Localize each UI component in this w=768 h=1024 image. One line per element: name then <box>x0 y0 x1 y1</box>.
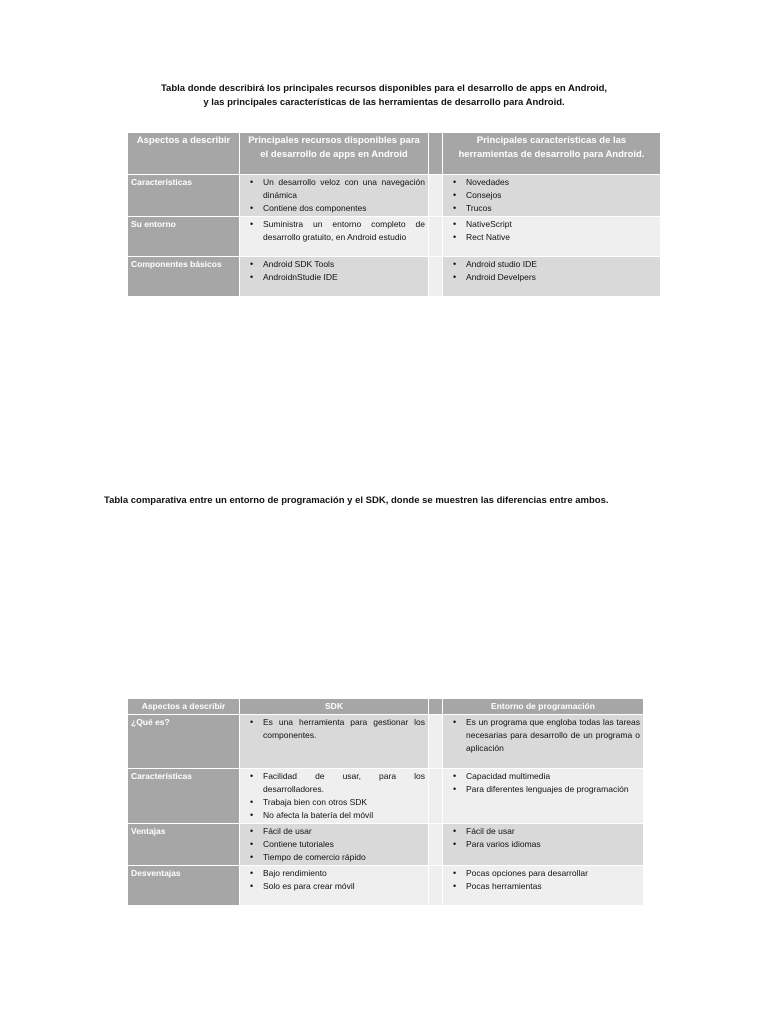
list-item: • No afecta la batería del móvil <box>243 809 425 822</box>
table2-title: Tabla comparativa entre un entorno de programación y el SDK, donde se muestren las diferencias entre ambos. <box>104 495 609 506</box>
list-item: • Para varios idiomas <box>446 838 640 851</box>
list-item: • Bajo rendimiento <box>243 867 425 880</box>
list-item: • Es un programa que engloba todas las tareas necesarias para desarrollo de un programa o aplicación <box>446 716 640 755</box>
table-row <box>128 715 644 769</box>
list-item: • Facilidad de usar, para los desarrolladores. <box>243 770 425 796</box>
list-item: • Para diferentes lenguajes de programación <box>446 783 640 796</box>
row-aspect: Características <box>128 769 240 824</box>
table-header-row <box>128 133 661 175</box>
list-item: • Fácil de usar <box>243 825 425 838</box>
table-row <box>128 217 661 257</box>
table-row <box>128 257 661 297</box>
gap-cell <box>429 257 443 297</box>
list-item: • Suministra un entorno completo de desarrollo gratuito, en Android estudio <box>243 218 425 244</box>
list-item: • Trucos <box>446 202 657 215</box>
sdk-cell <box>240 769 429 824</box>
table-row <box>128 866 644 906</box>
header-gap <box>429 699 443 715</box>
sdk-cell <box>240 824 429 866</box>
gap-cell <box>429 715 443 769</box>
environment-cell <box>443 769 644 824</box>
list-item: • Solo es para crear móvil <box>243 880 425 893</box>
gap-cell <box>429 866 443 906</box>
list-item: • Android studio IDE <box>446 258 657 271</box>
table-row <box>128 824 644 866</box>
list-item: • Android Develpers <box>446 271 657 284</box>
table1-title-line1: Tabla donde describirá los principales recursos disponibles para el desarrollo de apps en Android, <box>160 83 608 94</box>
gap-cell <box>429 175 443 217</box>
table1-title <box>0 82 768 110</box>
features-cell <box>443 175 661 217</box>
resources-cell <box>240 175 429 217</box>
row-aspect: Su entorno <box>128 217 240 257</box>
table1-title-line2: y las principales características de las herramientas de desarrollo para Android. <box>203 97 565 108</box>
header-environment: Entorno de programación <box>443 699 644 715</box>
list-item: • Consejos <box>446 189 657 202</box>
list-item: • Rect Native <box>446 231 657 244</box>
table-row <box>128 769 644 824</box>
list-item: • Trabaja bien con otros SDK <box>243 796 425 809</box>
header-aspect: Aspectos a describir <box>128 133 240 175</box>
gap-cell <box>429 217 443 257</box>
list-item: • Novedades <box>446 176 657 189</box>
header-gap <box>429 133 443 175</box>
table-row <box>128 175 661 217</box>
list-item: • Fácil de usar <box>446 825 640 838</box>
list-item: • Pocas opciones para desarrollar <box>446 867 640 880</box>
list-item: • Android SDK Tools <box>243 258 425 271</box>
list-item: • Un desarrollo veloz con una navegación dinámica <box>243 176 425 202</box>
header-sdk: SDK <box>240 699 429 715</box>
environment-cell <box>443 824 644 866</box>
environment-cell <box>443 866 644 906</box>
header-tool-features: Principales características de las herramientas de desarrollo para Android. <box>443 133 661 175</box>
resources-cell <box>240 257 429 297</box>
resources-cell <box>240 217 429 257</box>
features-cell <box>443 217 661 257</box>
row-aspect: Componentes básicos <box>128 257 240 297</box>
row-aspect: ¿Qué es? <box>128 715 240 769</box>
list-item: • Contiene dos componentes <box>243 202 425 215</box>
gap-cell <box>429 769 443 824</box>
sdk-cell <box>240 866 429 906</box>
list-item: • Capacidad multimedia <box>446 770 640 783</box>
row-aspect: Ventajas <box>128 824 240 866</box>
comparison-table <box>127 698 644 906</box>
features-cell <box>443 257 661 297</box>
row-aspect: Características <box>128 175 240 217</box>
environment-cell <box>443 715 644 769</box>
gap-cell <box>429 824 443 866</box>
sdk-cell <box>240 715 429 769</box>
list-item: • Es una herramienta para gestionar los componentes. <box>243 716 425 742</box>
header-aspect: Aspectos a describir <box>128 699 240 715</box>
row-aspect: Desventajas <box>128 866 240 906</box>
list-item: • Pocas herramientas <box>446 880 640 893</box>
list-item: • Tiempo de comercio rápido <box>243 851 425 864</box>
resources-table <box>127 132 661 297</box>
list-item: • Contiene tutoriales <box>243 838 425 851</box>
header-resources: Principales recursos disponibles para el desarrollo de apps en Android <box>240 133 429 175</box>
list-item: • AndroidnStudie IDE <box>243 271 425 284</box>
list-item: • NativeScript <box>446 218 657 231</box>
table-header-row <box>128 699 644 715</box>
